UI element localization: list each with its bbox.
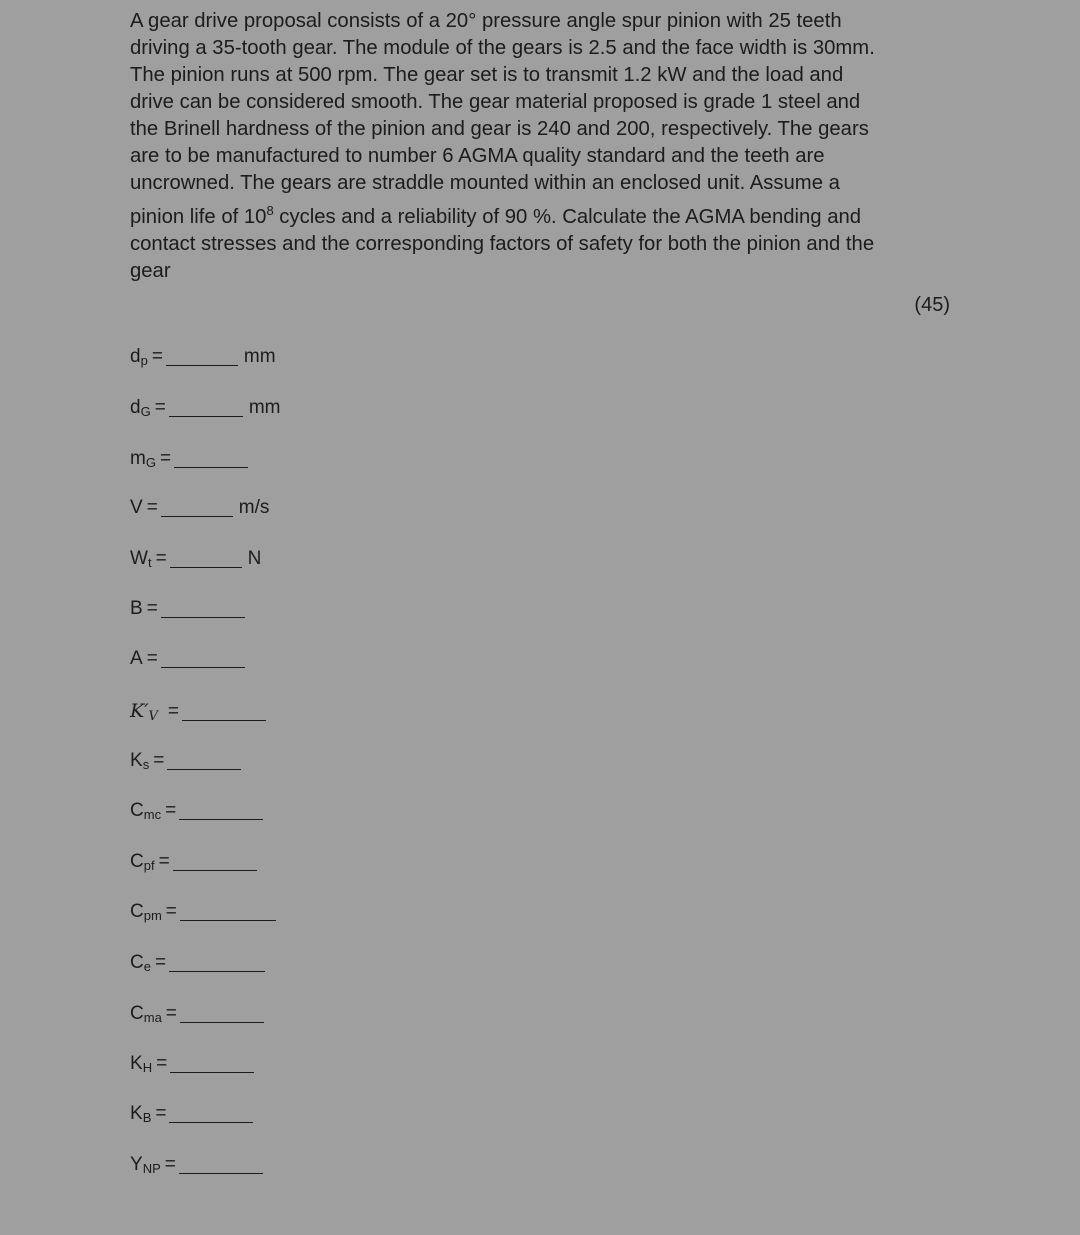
field-mg [130,448,248,476]
field-symbol: V [130,497,143,518]
field-symbol: C [130,800,144,821]
field-equals: = [164,1154,176,1175]
field-equals: = [165,800,177,821]
field-unit: m/s [238,497,270,518]
field-b [130,598,245,626]
field-equals: = [154,397,166,418]
field-ynp [130,1154,263,1182]
field-subscript: pm [143,908,162,923]
field-symbol: m [130,448,146,469]
field-subscript: s [142,757,150,772]
field-subscript: pf [143,858,155,873]
answer-blank[interactable] [180,919,276,921]
field-kv-prime [130,700,266,728]
field-equals: = [167,701,180,722]
field-ks [130,750,241,778]
field-kh [130,1053,254,1081]
problem-line: contact stresses and the corresponding factors of safety for both the pinion and the [130,232,875,255]
field-subscript: H [142,1060,153,1075]
field-unit: mm [248,397,281,418]
answer-blank[interactable] [180,1021,264,1023]
problem-life-text: pinion life of 10 [130,205,267,228]
field-symbol: K [130,1103,143,1124]
field-equals: = [146,648,158,669]
problem-line: driving a 35-tooth gear. The module of the gears is 2.5 and the face width is 30mm. [130,37,875,59]
life-exponent: 8 [266,203,274,218]
answer-blank[interactable] [170,566,242,568]
field-symbol: B [130,598,143,619]
field-equals: = [158,851,170,872]
field-ce [130,952,265,980]
field-subscript: t [147,555,152,570]
field-equals: = [165,1003,177,1024]
field-equals: = [156,1053,168,1074]
field-symbol: K′ [130,700,149,722]
field-subscript: p [140,353,148,368]
problem-line: the Brinell hardness of the pinion and gear is 240 and 200, respectively. The gears [130,118,869,140]
field-subscript: e [143,959,151,974]
answer-blank[interactable] [169,415,243,417]
marks-total: (45) [914,294,950,316]
answer-blank[interactable] [161,616,245,618]
field-equals: = [154,952,167,973]
field-symbol: C [130,1003,144,1024]
field-cmc [130,800,263,828]
problem-line-life [130,197,945,231]
field-wt [130,548,261,576]
problem-line: drive can be considered smooth. The gear material proposed is grade 1 steel and [130,91,861,113]
answer-blank[interactable] [169,1121,253,1123]
field-subscript: NP [142,1161,161,1176]
field-symbol: C [130,952,144,973]
field-unit: mm [243,346,276,367]
field-unit: N [247,548,262,569]
field-subscript: G [140,404,151,419]
field-symbol: W [130,548,148,569]
field-symbol: d [130,346,141,367]
field-symbol: K [130,1053,143,1074]
field-dg [130,397,280,425]
answer-blank[interactable] [179,1172,263,1174]
field-equals: = [146,598,158,619]
field-symbol: K [130,750,143,771]
field-equals: = [146,497,158,518]
answer-blank[interactable] [161,515,233,517]
field-equals: = [155,548,167,569]
field-subscript: V [148,709,158,724]
answer-blank[interactable] [161,666,245,668]
field-symbol: C [130,851,144,872]
answer-blank[interactable] [170,1071,254,1073]
field-cpf [130,851,257,879]
problem-line: uncrowned. The gears are straddle mounted within an enclosed unit. Assume a [130,172,840,194]
field-symbol: A [130,648,143,669]
problem-life-rest: cycles and a reliability of 90 %. Calculate the AGMA bending and [273,205,862,228]
field-symbol: Y [130,1154,143,1175]
field-subscript: B [142,1110,152,1125]
field-cma [130,1003,264,1031]
field-equals: = [159,448,172,469]
field-equals: = [153,750,165,771]
answer-blank[interactable] [179,818,263,820]
problem-line: A gear drive proposal consists of a 20° pressure angle spur pinion with 25 teeth [130,10,842,32]
answer-blank[interactable] [174,466,248,468]
problem-statement [130,8,945,285]
answer-blank[interactable] [169,970,265,972]
problem-line: gear [130,259,171,282]
answer-blank[interactable] [166,364,238,366]
field-equals: = [151,346,163,367]
field-subscript: G [145,455,156,470]
field-equals: = [165,901,177,922]
field-subscript: ma [143,1010,162,1025]
field-v [130,497,269,525]
answer-blank[interactable] [167,768,241,770]
field-a [130,648,245,676]
problem-line: The pinion runs at 500 rpm. The gear set is to transmit 1.2 kW and the load and [130,64,844,86]
field-symbol: C [130,901,144,922]
answer-blank[interactable] [182,719,266,721]
field-subscript: mc [143,807,162,822]
field-symbol: d [130,397,141,418]
field-equals: = [155,1103,167,1124]
problem-line: are to be manufactured to number 6 AGMA quality standard and the teeth are [130,145,825,167]
answer-blank[interactable] [173,869,257,871]
field-kb [130,1103,253,1131]
field-cpm [130,901,276,929]
field-dp [130,346,276,374]
